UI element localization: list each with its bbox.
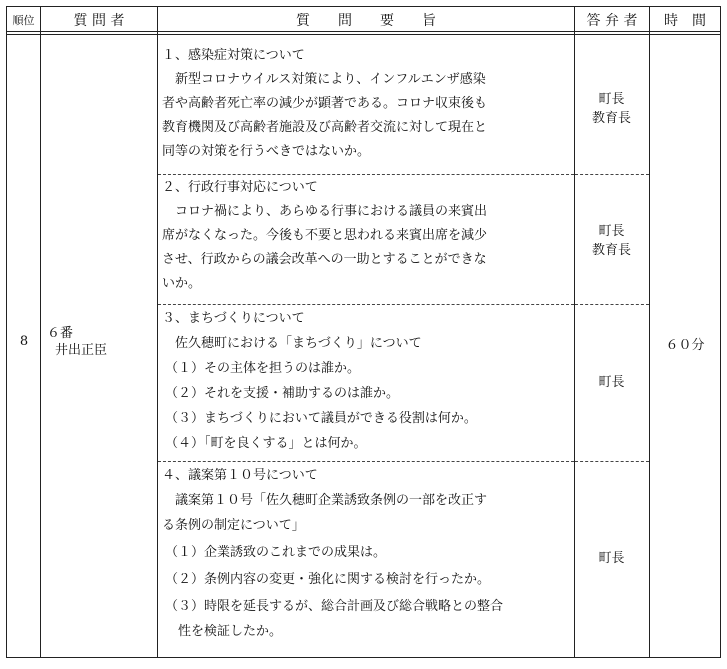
header-divider-double	[6, 34, 721, 35]
question-3-title: ３、まちづくりについて	[162, 311, 305, 326]
question-separator-2	[158, 304, 574, 305]
question-2-answerers	[574, 222, 649, 260]
question-3-item: （４）「町を良くする」とは何か。	[165, 436, 367, 451]
questioner-number: ６番	[47, 326, 74, 341]
question-2-line: コロナ禍により、あらゆる行事における議員の来賓出	[175, 204, 488, 219]
question-4-line: る条例の制定について」	[162, 518, 305, 533]
answerer-separator-2	[575, 304, 649, 306]
header-answerer: 答 弁 者	[586, 12, 638, 29]
question-1-answerers	[574, 90, 649, 128]
question-1-line: 同等の対策を行うべきではないか。	[162, 144, 371, 159]
question-3-item: （２）それを支援・補助するのは誰か。	[165, 386, 400, 401]
question-1-line: 者や高齢者死亡率の減少が顕著である。コロナ収束後も	[162, 96, 488, 111]
answerer: 町長	[598, 92, 625, 107]
question-2-title: ２、行政行事対応について	[162, 180, 318, 195]
table-border-right	[720, 6, 721, 658]
questioner-cell	[47, 325, 107, 359]
question-3-item: （３）まちづくりにおいて議員ができる役割は何か。	[165, 411, 477, 426]
answerer: 町長	[598, 375, 625, 390]
question-4-answerers	[574, 549, 649, 568]
question-4-item-cont: 性を検証したか。	[178, 624, 283, 639]
answerer: 教育長	[591, 111, 631, 126]
time-value: ６０分	[665, 338, 705, 353]
question-4-item: （１）企業誘致のこれまでの成果は。	[165, 545, 387, 560]
question-2-line: 席がなくなった。今後も不要と思われる来賓出席を減少	[162, 228, 488, 243]
question-1-line: 教育機関及び高齢者施設及び高齢者交流に対して現在と	[162, 120, 488, 135]
header-questioner: 質 問 者	[73, 12, 125, 29]
question-4-title: ４、議案第１０号について	[162, 468, 318, 483]
question-4-item: （２）条例内容の変更・強化に関する検討を行ったか。	[165, 572, 491, 587]
header-rank: 順位	[12, 13, 35, 27]
question-4-line: 議案第１０号「佐久穂町企業誘致条例の一部を改正す	[175, 493, 488, 508]
column-line-answerer	[649, 6, 650, 658]
question-1-line: 新型コロナウイルス対策により、インフルエンザ感染	[175, 72, 486, 87]
question-3-answerers	[574, 373, 649, 392]
answerer-separator-1	[575, 174, 649, 176]
question-1-title: １、感染症対策について	[162, 48, 305, 63]
questioner-name: 井出正臣	[55, 343, 108, 358]
answerer: 教育長	[591, 243, 631, 258]
column-line-rank	[40, 6, 41, 658]
question-separator-3	[158, 461, 574, 462]
column-line-questioner	[157, 6, 158, 658]
answerer: 町長	[598, 224, 625, 239]
question-2-line: させ、行政からの議会改革への一助とすることができな	[162, 252, 487, 267]
header-time: 時 間	[664, 12, 706, 29]
question-4-item: （３）時限を延長するが、総合計画及び総合戦略との整合	[165, 599, 504, 614]
table-border-bottom	[6, 657, 721, 658]
rank-value: 8	[19, 334, 29, 349]
question-2-line: いか。	[162, 276, 202, 291]
answerer-separator-3	[575, 461, 649, 463]
question-separator-1	[158, 174, 574, 175]
question-3-line: 佐久穂町における「まちづくり」について	[175, 336, 422, 351]
question-3-item: （１）その主体を担うのは誰か。	[165, 361, 361, 376]
answerer: 町長	[598, 551, 625, 566]
table-border-left	[6, 6, 7, 658]
header-summary: 質 問 要 旨	[296, 12, 436, 29]
